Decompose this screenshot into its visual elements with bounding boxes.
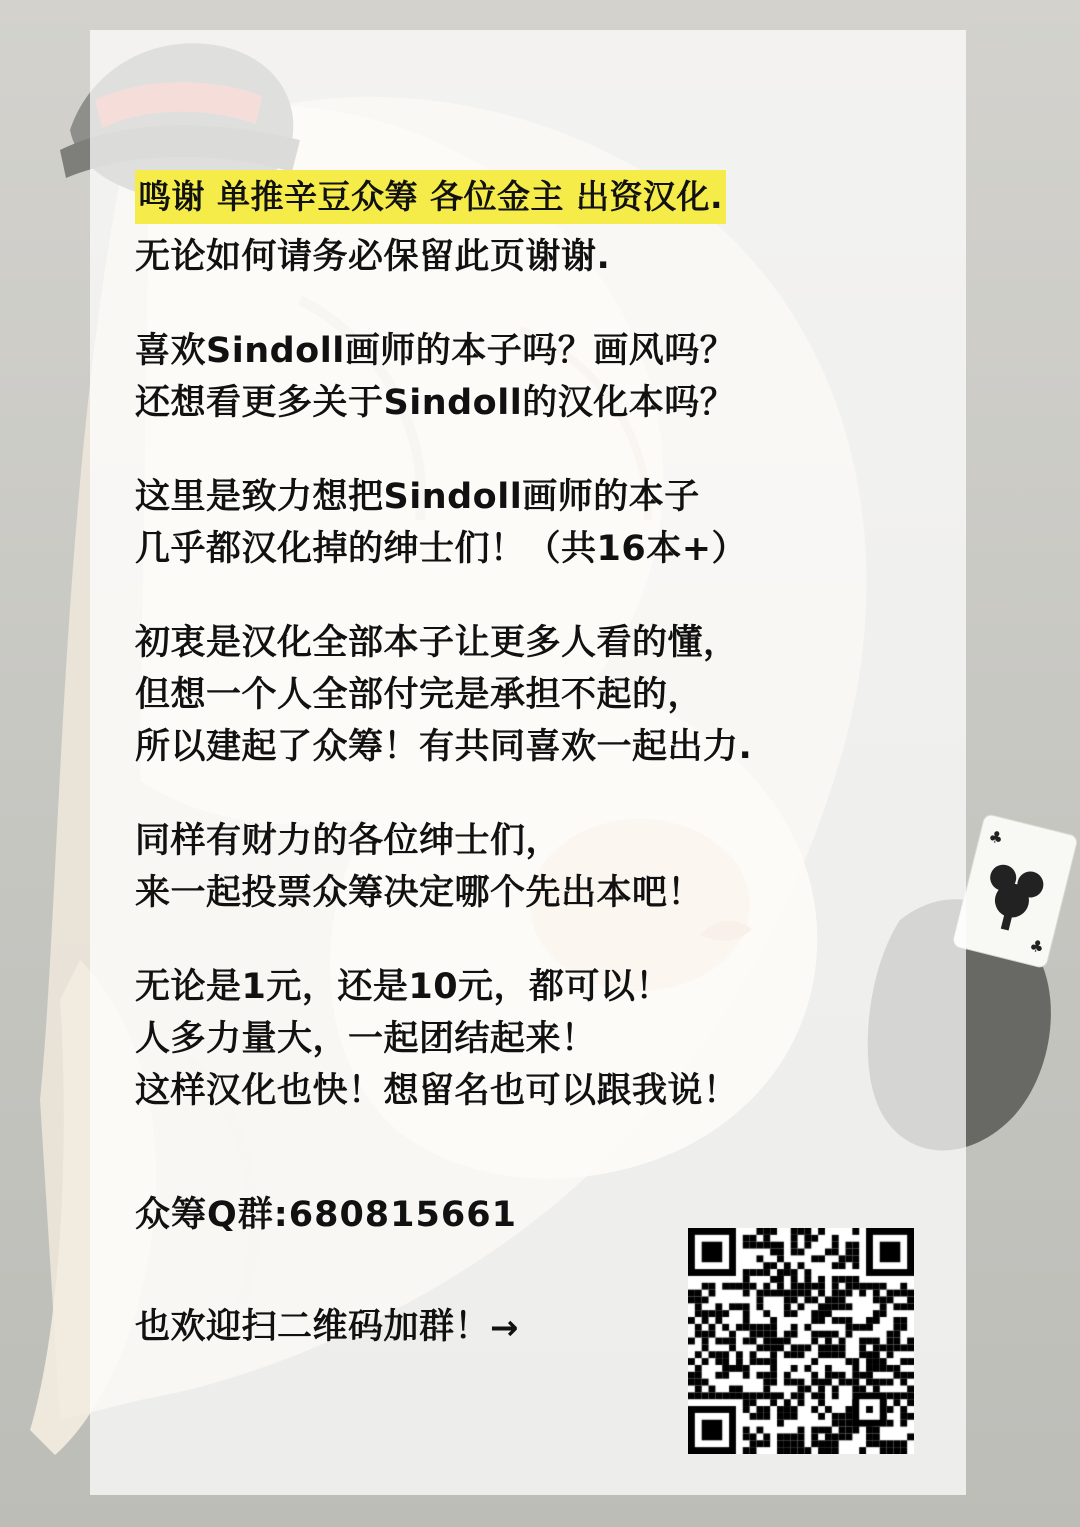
spacer: [135, 919, 995, 961]
poster-text-content: [135, 170, 995, 1354]
about-line-1: 这里是致力想把Sindoll画师的本子: [135, 477, 700, 517]
reason-line-2: 但想一个人全部付完是承担不起的，: [135, 675, 704, 715]
spacer: [135, 283, 995, 325]
keep-page-line: 无论如何请务必保留此页谢谢.: [135, 237, 611, 277]
donate-line-3: 这样汉化也快！想留名也可以跟我说！: [135, 1071, 739, 1111]
invite-line-2: 来一起投票众筹决定哪个先出本吧！: [135, 873, 704, 913]
spacer: [135, 429, 995, 471]
qr-code[interactable]: [688, 1228, 914, 1454]
credit-line: 鸣谢 单推辛豆众筹 各位金主 出资汉化.: [135, 170, 726, 224]
qq-group-text: 众筹Q群:680815661: [135, 1195, 517, 1235]
spacer: [135, 1159, 995, 1189]
intro-line-2: 还想看更多关于Sindoll的汉化本吗？: [135, 383, 736, 423]
qr-hint-text: 也欢迎扫二维码加群！: [135, 1307, 491, 1347]
donate-line-2: 人多力量大，一起团结起来！: [135, 1019, 597, 1059]
svg-text:♣: ♣: [986, 826, 1006, 849]
invite-line-1: 同样有财力的各位绅士们，: [135, 821, 562, 861]
intro-line-1: 喜欢Sindoll画师的本子吗？画风吗？: [135, 331, 736, 371]
donate-line-1: 无论是1元，还是10元，都可以！: [135, 967, 672, 1007]
reason-line-3: 所以建起了众筹！有共同喜欢一起出力.: [135, 727, 753, 767]
spacer: [135, 575, 995, 617]
about-line-2: 几乎都汉化掉的绅士们！（共16本+）: [135, 529, 748, 569]
reason-line-1: 初衷是汉化全部本子让更多人看的懂，: [135, 623, 739, 663]
svg-text:♣: ♣: [1027, 935, 1047, 958]
arrow-right-icon: →: [490, 1308, 520, 1348]
credit-line-row: [135, 170, 995, 231]
spacer: [135, 773, 995, 815]
spacer: [135, 1117, 995, 1159]
